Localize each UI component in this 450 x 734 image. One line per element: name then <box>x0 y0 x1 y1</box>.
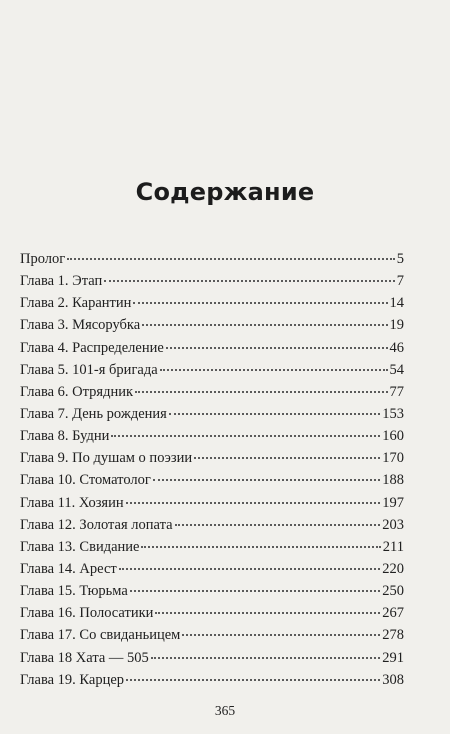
toc-entry-title: Глава 13. Свидание <box>20 538 140 555</box>
toc-entry <box>20 539 404 561</box>
toc-entry <box>20 428 404 450</box>
toc-entry-page: 211 <box>382 538 404 555</box>
toc-entry <box>20 340 404 362</box>
toc-entry-page: 77 <box>389 383 404 400</box>
toc-entry-title: Глава 15. Тюрьма <box>20 583 128 600</box>
toc-entry <box>20 450 404 472</box>
dot-leader <box>104 279 394 282</box>
toc-entry-page: 250 <box>382 583 404 600</box>
toc-entry-title: Глава 8. Будни <box>20 428 110 445</box>
toc-entry-page: 46 <box>389 339 404 356</box>
dot-leader <box>153 478 380 481</box>
toc-entry-title: Глава 12. Золотая лопата <box>20 516 173 533</box>
dot-leader <box>119 567 381 570</box>
toc-entry <box>20 650 404 672</box>
toc-entry-page: 7 <box>396 273 404 290</box>
dot-leader <box>130 589 380 592</box>
toc-entry <box>20 251 404 273</box>
toc-entry-title: Глава 19. Карцер <box>20 671 125 688</box>
toc-entry-title: Глава 16. Полосатики <box>20 605 154 622</box>
toc-entry-page: 203 <box>382 516 404 533</box>
dot-leader <box>133 301 387 304</box>
toc-entry <box>20 273 404 295</box>
toc-entry-title: Глава 9. По душам о поэзии <box>20 450 193 467</box>
toc-entry-title: Глава 1. Этап <box>20 273 103 290</box>
toc-entry <box>20 495 404 517</box>
toc-entry-page: 170 <box>382 450 404 467</box>
toc-entry <box>20 517 404 539</box>
dot-leader <box>151 656 380 659</box>
dot-leader <box>160 368 388 371</box>
toc-entry-page: 5 <box>396 251 404 267</box>
page-number: 365 <box>214 703 236 718</box>
toc-entry-page: 308 <box>382 671 404 688</box>
toc-entry-page: 54 <box>389 361 404 378</box>
toc-entry <box>20 295 404 317</box>
dot-leader <box>141 545 380 548</box>
toc-entry-page: 267 <box>382 605 404 622</box>
toc-entry-title: Глава 11. Хозяин <box>20 494 124 511</box>
dot-leader <box>175 523 381 526</box>
toc-entry-page: 14 <box>389 295 404 312</box>
toc-entry <box>20 672 404 694</box>
toc-entry-title: Глава 17. Со свиданьицем <box>20 627 181 644</box>
toc-entry <box>20 583 404 605</box>
dot-leader <box>169 412 380 415</box>
toc-entry-title: Глава 7. День рождения <box>20 405 167 422</box>
toc-entry-title: Глава 6. Отрядник <box>20 383 134 400</box>
dot-leader <box>142 323 387 326</box>
toc-entry-page: 278 <box>382 627 404 644</box>
toc-entry-page: 220 <box>382 560 404 577</box>
dot-leader <box>126 501 381 504</box>
dot-leader <box>194 456 380 459</box>
dot-leader <box>126 678 380 681</box>
toc-entry <box>20 384 404 406</box>
toc-entry-title: Пролог <box>20 251 66 267</box>
toc-entry <box>20 605 404 627</box>
toc-entry-title: Глава 18 Хата — 505 <box>20 649 149 666</box>
toc-entry-page: 188 <box>382 472 404 489</box>
toc-entry-page: 19 <box>389 317 404 334</box>
dot-leader <box>111 434 380 437</box>
toc-entry-title: Глава 5. 101-я бригада <box>20 361 158 378</box>
toc-entry-title: Глава 4. Распределение <box>20 339 164 356</box>
toc-entry <box>20 627 404 649</box>
toc-list <box>20 251 404 694</box>
toc-entry <box>20 406 404 428</box>
toc-entry-page: 160 <box>382 428 404 445</box>
dot-leader <box>155 611 380 614</box>
dot-leader <box>67 257 395 260</box>
dot-leader <box>166 346 388 349</box>
toc-entry-page: 153 <box>382 405 404 422</box>
toc-heading: Содержание <box>135 178 315 206</box>
dot-leader <box>182 633 380 636</box>
toc-entry <box>20 561 404 583</box>
dot-leader <box>135 390 387 393</box>
toc-entry-page: 197 <box>382 494 404 511</box>
toc-entry <box>20 362 404 384</box>
toc-entry <box>20 472 404 494</box>
toc-entry-page: 291 <box>382 649 404 666</box>
toc-entry-title: Глава 3. Мясорубка <box>20 317 141 334</box>
toc-entry <box>20 317 404 339</box>
toc-entry-title: Глава 10. Стоматолог <box>20 472 151 489</box>
toc-entry-title: Глава 14. Арест <box>20 560 117 577</box>
toc-entry-title: Глава 2. Карантин <box>20 295 132 312</box>
